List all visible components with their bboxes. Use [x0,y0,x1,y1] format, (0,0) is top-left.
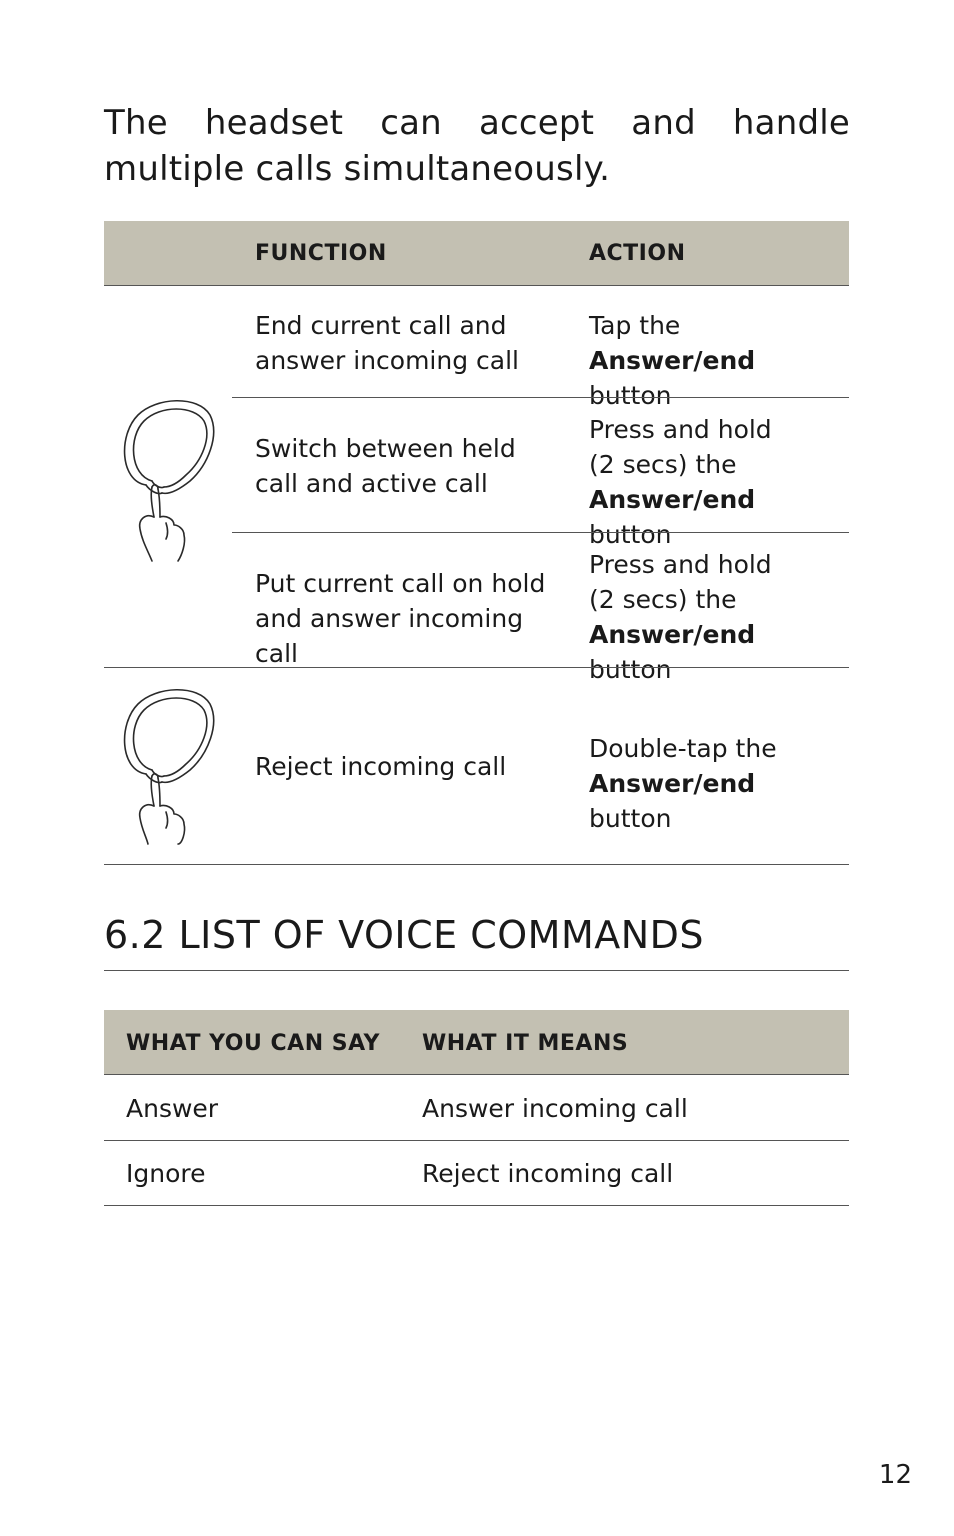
headset-press-icon [112,684,222,854]
row-1-action-pre: Tap the [589,311,681,340]
page-number: 12 [878,1460,912,1490]
row-2-action [589,412,789,552]
row-4-action-pre: Double-tap the [589,734,777,763]
calls-table-header [104,221,849,286]
row-3-function: Put current call on hold and answer incoming call [255,569,546,668]
section-title-rule [104,970,849,971]
voice-row-divider [104,1140,849,1141]
voice-row-2-say: Ignore [126,1159,206,1188]
row-4-action-button: Answer/end [589,769,756,798]
voice-table-bottom-rule [104,1205,849,1206]
row-4-action [589,731,829,836]
row-1-action-button: Answer/end [589,346,756,375]
row-1-action-post: button [589,381,672,410]
header-what-you-can-say: WHAT YOU CAN SAY [126,1031,380,1056]
row-4-action-post: button [589,804,672,833]
row-4-function: Reject incoming call [255,752,507,781]
table-group-divider [104,667,849,668]
header-action: ACTION [589,241,686,266]
row-divider [232,397,849,398]
voice-row-2-means: Reject incoming call [422,1159,674,1188]
header-what-it-means: WHAT IT MEANS [422,1031,629,1056]
headset-press-icon [112,395,222,565]
row-2-action-button: Answer/end [589,485,756,514]
row-2-action-pre: Press and hold (2 secs) the [589,415,772,479]
header-function: FUNCTION [255,241,387,266]
row-2-function: Switch between held call and active call [255,434,516,498]
row-3-action [589,547,789,687]
row-3-action-post: button [589,655,672,684]
row-2-action-post: button [589,520,672,549]
voice-row-1-means: Answer incoming call [422,1094,688,1123]
table-bottom-rule [104,864,849,865]
row-3-action-pre: Press and hold (2 secs) the [589,550,772,614]
row-1-function: End current call and answer incoming call [255,311,519,375]
voice-row-1-say: Answer [126,1094,219,1123]
row-3-action-button: Answer/end [589,620,756,649]
intro-paragraph: The headset can accept and handle multiple calls simultaneously. [104,103,850,189]
section-title: 6.2 LIST OF VOICE COMMANDS [104,913,705,957]
row-divider [232,532,849,533]
